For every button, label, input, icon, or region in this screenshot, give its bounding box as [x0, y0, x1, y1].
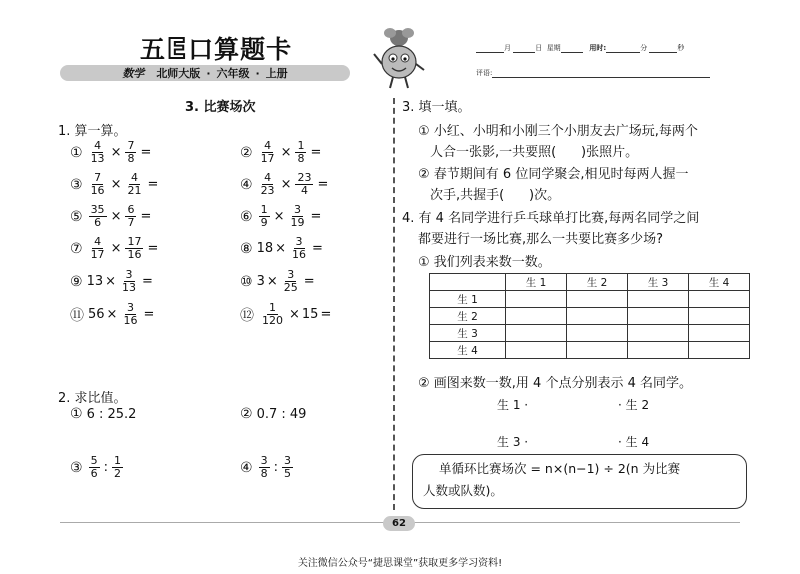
equals-sign: = [143, 307, 155, 322]
table-cell[interactable] [628, 342, 689, 359]
fraction: $\frac{3}{5}$ [283, 454, 291, 480]
numerator: 3 [293, 203, 301, 216]
denominator: 9 [260, 216, 268, 229]
times-sign: × [106, 307, 118, 322]
multiplication-problem [70, 204, 153, 229]
denominator: 17 [90, 248, 105, 261]
q4-line1: 4. 有 4 名同学进行乒乓球单打比赛,每两名同学之间 [402, 211, 700, 226]
problem-number: ② [240, 144, 253, 161]
table-cell[interactable] [567, 325, 628, 342]
table-cell[interactable] [689, 342, 750, 359]
times-sign: × [110, 209, 122, 224]
fraction [259, 140, 277, 165]
numerator: 3 [126, 301, 134, 314]
equals-sign: = [140, 209, 152, 224]
denominator: 7 [127, 216, 135, 229]
month-blank[interactable] [476, 44, 504, 53]
fraction [125, 172, 143, 197]
dot-student-2: · 生 2 [618, 398, 650, 412]
column-divider [393, 98, 395, 510]
problem-number: ⑪ [70, 307, 84, 324]
denominator: 16 [292, 248, 307, 261]
numerator: 1 [260, 203, 268, 216]
formula-line-1: 单循环比赛场次 = n×(n−1) ÷ 2(n 为比赛 [439, 461, 681, 476]
table-row [430, 342, 750, 359]
equals-sign: = [142, 274, 153, 289]
integer-operand: 18 [256, 241, 274, 256]
numerator: 3 [125, 268, 133, 281]
dot-student-1: 生 1 · [497, 398, 529, 412]
fraction [295, 140, 306, 165]
q3-2-line2: 次手,共握手( )次。 [430, 188, 561, 203]
q3-1-line2: 人合一张影,一共要照( )张照片。 [430, 145, 639, 160]
numerator: 4 [264, 139, 272, 152]
denominator: 8 [297, 152, 305, 165]
problem-number: ④ [240, 176, 253, 193]
numerator: 17 [127, 235, 142, 248]
fraction [288, 204, 306, 229]
subject-label: 数学 [122, 67, 145, 80]
ratio-problem-1: ① 6 : 25.2 [70, 406, 137, 422]
denominator: 23 [260, 184, 275, 197]
table-cell[interactable] [506, 342, 567, 359]
table-cell[interactable] [689, 291, 750, 308]
fraction [125, 236, 143, 261]
multiplication-problem [240, 302, 333, 327]
denominator: 4 [300, 184, 308, 197]
times-sign: × [280, 177, 292, 192]
denominator: 17 [260, 152, 275, 165]
ratio-problem-4: ④ $\frac{3}{8}$ : $\frac{3}{5}$ [240, 454, 291, 480]
multiplication-problem [70, 269, 155, 294]
formula-box [412, 454, 747, 509]
publisher-label: 北师大版 [156, 67, 201, 80]
numerator: 35 [90, 203, 105, 216]
denominator: 8 [127, 152, 135, 165]
times-sign: × [110, 145, 122, 160]
multiplication-problem [240, 172, 330, 197]
numerator: 7 [127, 139, 135, 152]
multiplication-problem [70, 236, 160, 261]
table-cell[interactable] [567, 308, 628, 325]
equals-sign: = [303, 274, 315, 289]
table-cell[interactable] [628, 291, 689, 308]
footer-note: 关注微信公众号“捷思课堂”获取更多学习资料! [297, 558, 503, 569]
separator-dot: · [255, 66, 260, 80]
table-cell[interactable] [689, 325, 750, 342]
equals-sign: = [147, 177, 159, 192]
table-cell[interactable] [628, 325, 689, 342]
subtitle-bar [60, 65, 350, 81]
fraction [125, 140, 136, 165]
integer-operand: 15 [301, 307, 319, 322]
row-label: 生 3 [430, 325, 506, 342]
numerator: 1 [269, 301, 276, 314]
fraction [259, 172, 277, 197]
table-row [430, 291, 750, 308]
table-header-cell: 生 3 [628, 274, 689, 291]
mascot-icon [368, 24, 430, 90]
multiplication-problem [70, 140, 153, 165]
denominator: 13 [122, 281, 137, 294]
numerator: 4 [130, 171, 138, 184]
multiplication-problem [240, 140, 323, 165]
separator-dot: · [206, 66, 211, 80]
denominator: 25 [283, 281, 298, 294]
denominator: 19 [290, 216, 305, 229]
row-label: 生 4 [430, 342, 506, 359]
problem-number: ⑧ [240, 240, 253, 257]
equals-sign: = [140, 145, 152, 160]
denominator: 21 [127, 184, 142, 197]
multiplication-problem [240, 269, 317, 294]
table-header-cell: 生 2 [567, 274, 628, 291]
row-label: 生 2 [430, 308, 506, 325]
equals-sign: = [317, 177, 329, 192]
brand-prefix: 五 [140, 35, 167, 64]
grade-label: 六年级 [216, 67, 250, 80]
comment-blank[interactable] [492, 69, 710, 78]
problem-number: ⑥ [240, 208, 253, 225]
problem-number: ⑫ [240, 307, 254, 324]
brand-letter: E [167, 32, 188, 65]
q4-2-label: ② 画图来数一数,用 4 个点分别表示 4 名同学。 [418, 376, 692, 391]
table-header-cell: 生 1 [506, 274, 567, 291]
weekday-blank[interactable] [561, 44, 583, 53]
table-cell[interactable] [628, 308, 689, 325]
equals-sign: = [147, 241, 159, 256]
numerator: 4 [94, 139, 102, 152]
problem-number: ① [70, 144, 83, 161]
problem-number: ⑩ [240, 273, 253, 290]
times-sign: × [289, 307, 300, 322]
fraction [282, 269, 300, 294]
table-cell[interactable] [506, 308, 567, 325]
q3-1-line1: ① 小红、小明和小刚三个小朋友去广场玩,每两个 [418, 124, 698, 139]
times-sign: × [273, 209, 285, 224]
table-row [430, 308, 750, 325]
table-cell[interactable] [567, 342, 628, 359]
problem-number: ③ [70, 176, 83, 193]
times-sign: × [105, 274, 117, 289]
table-cell[interactable] [689, 308, 750, 325]
fraction [260, 302, 285, 327]
q3-title: 3. 填一填。 [402, 100, 471, 115]
equals-sign: = [310, 145, 322, 160]
fraction: $\frac{3}{8}$ [260, 454, 268, 480]
minutes-blank[interactable] [606, 44, 640, 53]
volume-label: 上册 [265, 67, 288, 80]
section-title: 3. 比赛场次 [185, 100, 256, 115]
numerator: 3 [295, 235, 303, 248]
table-row [430, 325, 750, 342]
problem-number: ⑦ [70, 240, 83, 257]
numerator: 4 [94, 235, 102, 248]
equals-sign: = [312, 241, 323, 256]
fraction: $\frac{1}{2}$ [113, 454, 121, 480]
times-sign: × [280, 145, 292, 160]
times-sign: × [110, 177, 122, 192]
q4-1-label: ① 我们列表来数一数。 [418, 255, 551, 270]
q1-title: 1. 算一算。 [58, 124, 127, 139]
fraction [89, 140, 107, 165]
fraction [120, 269, 138, 294]
page-number: 62 [383, 516, 415, 531]
numerator: 23 [297, 171, 312, 184]
table-cell[interactable] [567, 291, 628, 308]
table-header-row [430, 274, 750, 291]
numerator: 3 [287, 268, 295, 281]
multiplication-problem [240, 204, 323, 229]
multiplication-problem [70, 302, 156, 327]
integer-operand: 13 [86, 274, 104, 289]
numerator: 6 [127, 203, 135, 216]
q4-line2: 都要进行一场比赛,那么一共要比赛多少场? [418, 232, 664, 247]
numerator: 4 [264, 171, 272, 184]
times-sign: × [110, 241, 122, 256]
denominator: 16 [127, 248, 142, 261]
times-sign: × [275, 241, 287, 256]
fraction: $\frac{5}{6}$ [90, 454, 98, 480]
equals-sign: = [320, 307, 332, 322]
integer-operand: 56 [88, 307, 105, 322]
denominator: 13 [90, 152, 105, 165]
ratio-problem-2: ② 0.7 : 49 [240, 406, 307, 422]
dot-student-4: · 生 4 [618, 435, 650, 449]
fraction [259, 204, 270, 229]
brand-suffix: 口算题卡 [188, 35, 293, 64]
dot-student-3: 生 3 · [497, 435, 529, 449]
fraction [125, 204, 136, 229]
formula-line-2: 人数或队数)。 [423, 483, 503, 498]
denominator: 6 [94, 216, 102, 229]
date-time-line: 月 日 星期 用时: 分 秒 [476, 43, 684, 53]
denominator: 16 [123, 314, 138, 327]
numerator: 7 [94, 171, 102, 184]
problem-number: ⑨ [70, 273, 83, 290]
brand-title [140, 30, 292, 66]
row-label: 生 1 [430, 291, 506, 308]
multiplication-problem [240, 236, 325, 261]
ratio-problem-3: ③ $\frac{5}{6}$ : $\frac{1}{2}$ [70, 454, 121, 480]
match-table [429, 273, 750, 359]
table-cell[interactable] [506, 325, 567, 342]
fraction [295, 172, 313, 197]
table-header-cell [430, 274, 506, 291]
comment-line: 评语: [476, 68, 710, 78]
equals-sign: = [310, 209, 322, 224]
fraction [89, 236, 107, 261]
denominator: 16 [90, 184, 105, 197]
numerator: 1 [297, 139, 305, 152]
fraction [290, 236, 308, 261]
day-blank[interactable] [513, 44, 535, 53]
q2-title: 2. 求比值。 [58, 391, 127, 406]
times-sign: × [266, 274, 278, 289]
denominator: 120 [262, 314, 283, 327]
fraction [89, 204, 107, 229]
problem-number: ⑤ [70, 208, 83, 225]
table-cell[interactable] [506, 291, 567, 308]
seconds-blank[interactable] [649, 44, 677, 53]
fraction [121, 302, 139, 327]
table-header-cell: 生 4 [689, 274, 750, 291]
multiplication-problem [70, 172, 160, 197]
q3-2-line1: ② 春节期间有 6 位同学聚会,相见时每两人握一 [418, 167, 689, 182]
fraction [89, 172, 107, 197]
integer-operand: 3 [256, 274, 265, 289]
